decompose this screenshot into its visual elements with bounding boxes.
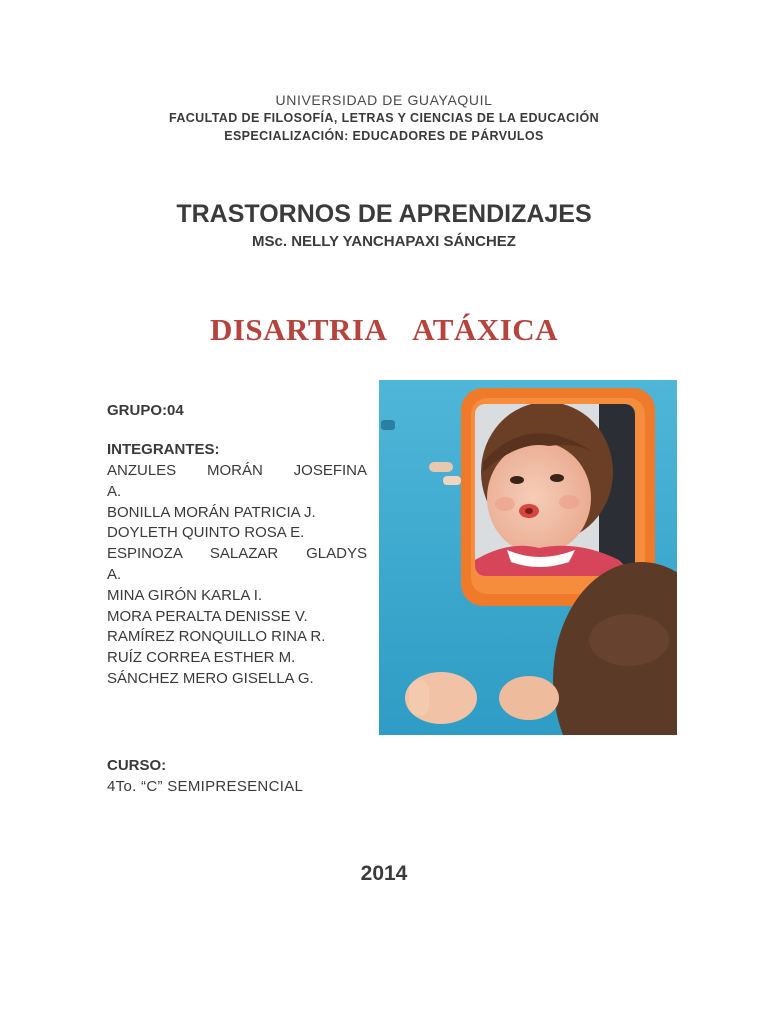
member-item: RAMÍREZ RONQUILLO RINA R. xyxy=(107,628,326,646)
subject-title: TRASTORNOS DE APRENDIZAJES xyxy=(176,200,592,228)
university-name: UNIVERSIDAD DE GUAYAQUIL xyxy=(275,92,493,108)
member-item: MINA GIRÓN KARLA I. xyxy=(107,586,263,604)
member-item: A. xyxy=(107,482,122,500)
member-item: DOYLETH QUINTO ROSA E. xyxy=(107,524,305,542)
member-item: A. xyxy=(107,565,122,583)
specialization-name: ESPECIALIZACIÓN: EDUCADORES DE PÁRVULOS xyxy=(224,129,544,143)
member-item: RUÍZ CORREA ESTHER M. xyxy=(107,649,296,667)
member-item: BONILLA MORÁN PATRICIA J. xyxy=(107,503,316,521)
child-mirror-photo xyxy=(379,380,677,735)
members-list xyxy=(107,461,367,690)
faculty-name: FACULTAD DE FILOSOFÍA, LETRAS Y CIENCIAS DE LA EDUCACIÓN xyxy=(168,111,600,125)
member-item: ESPINOZA SALAZAR GLADYS xyxy=(107,545,367,563)
year: 2014 xyxy=(360,862,408,885)
members-label: INTEGRANTES: xyxy=(107,441,220,458)
group-label: GRUPO:04 xyxy=(107,402,184,419)
member-item: MORA PERALTA DENISSE V. xyxy=(107,607,308,625)
member-item: SÁNCHEZ MERO GISELLA G. xyxy=(107,669,314,687)
member-item: ANZULES MORÁN JOSEFINA xyxy=(107,462,367,479)
topic-title: DISARTRIA ATÁXICA xyxy=(209,312,559,347)
course-value: 4To. “C” SEMIPRESENCIAL xyxy=(107,778,304,795)
course-label: CURSO: xyxy=(107,757,167,774)
teacher-name: MSc. NELLY YANCHAPAXI SÁNCHEZ xyxy=(252,233,516,250)
